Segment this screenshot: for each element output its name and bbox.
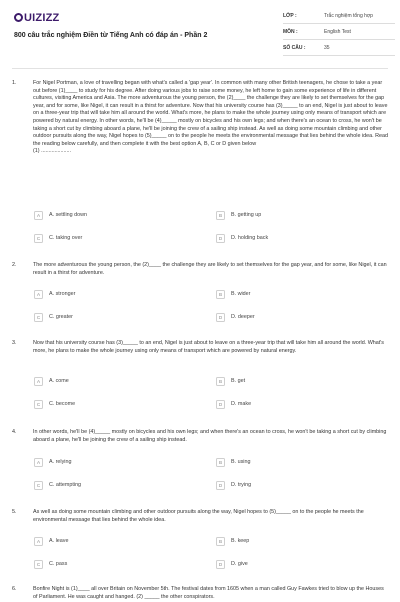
question-text: As well as doing some mountain climbing and other outdoor pursuits along the way, Nigel hopes to (5)_____ on to the people he meets the environmental message that lies behind the whole idea. [33, 509, 364, 523]
header-divider [12, 68, 388, 69]
option-d[interactable] [216, 559, 248, 570]
option-c[interactable] [34, 559, 67, 570]
meta-row-count [283, 40, 395, 56]
question-list [0, 76, 400, 600]
option-c[interactable] [34, 480, 81, 491]
question-5 [0, 505, 400, 577]
meta-value: 35 [324, 44, 330, 51]
option-text: D. give [231, 560, 248, 567]
option-c[interactable] [34, 233, 82, 244]
option-text: B. wider [231, 290, 251, 297]
question-number: 2. [12, 262, 17, 268]
question-1 [0, 76, 400, 246]
option-c[interactable] [34, 399, 75, 410]
option-a[interactable] [34, 376, 69, 387]
option-text: A. leave [49, 537, 69, 544]
option-text: B. keep [231, 537, 250, 544]
question-2 [0, 258, 400, 328]
option-a[interactable] [34, 536, 68, 547]
option-text: A. relying [49, 458, 72, 465]
option-text: A. come [49, 377, 69, 384]
option-letter: D [216, 481, 225, 490]
document-title: 800 câu trắc nghiệm Điền từ Tiếng Anh có đáp án - Phần 2 [14, 32, 208, 39]
meta-row-class [283, 8, 395, 24]
option-a[interactable] [34, 457, 71, 468]
option-d[interactable] [216, 312, 255, 323]
option-text: C. taking over [49, 234, 83, 241]
option-text: C. pass [49, 560, 68, 567]
meta-row-subject [283, 24, 395, 40]
question-number: 1. [12, 80, 17, 86]
option-text: D. holding back [231, 234, 269, 241]
question-4 [0, 425, 400, 497]
question-text: The more adventurous the young person, the (2)____ the challenge they are likely to set themselves for the gap year, and for some, like Nigel, it can result in a thirst for adventure. [33, 262, 387, 276]
option-text: D. deeper [231, 313, 255, 320]
question-passage: For Nigel Portman, a love of travelling began with what's called a 'gap year'. In common with many other British teenagers, he chose to take a year out before (1)____ to study for his degree. After doing various jobs to raise some money, he left home to gain some experience of life in different cultures, visiting America and Asia. The more adventurous the young person, the (2)____ the challenge they are likely to set themselves for the gap year, and for some, like Nigel, it can result in a thirst for adventure. Now that his university course has (3)_____ to an end, Nigel is just about to leave on a three-year trip that will take him all around the world. What's more, he plans to make the whole journey using only means of transport which are powered by natural energy. In other words, he'll be (4)_____ mostly on bicycles and his own legs; and when there's an ocean to cross, he won't be taking a short cut by climbing aboard a plane, he'll be joining the crew of a sailing ship instead. As well as doing some mountain climbing and other outdoor pursuits along the way, Nigel hopes to (5)_____ on to the people he meets the environmental message that lies behind the whole idea. Read the reading below carefully, and then complete it with the best option A, B, C or D given below [33, 80, 389, 147]
question-blank: (1) .................... [33, 148, 72, 155]
option-text: C. attempting [49, 481, 82, 488]
question-number: 5. [12, 509, 17, 515]
option-letter: C [34, 400, 43, 409]
option-letter: C [34, 481, 43, 490]
option-letter: C [34, 234, 43, 243]
question-text [33, 80, 389, 156]
option-text: D. trying [231, 481, 252, 488]
option-c[interactable] [34, 312, 73, 323]
question-number: 6. [12, 586, 17, 592]
option-b[interactable] [216, 536, 249, 547]
option-letter: C [34, 560, 43, 569]
option-d[interactable] [216, 233, 268, 244]
worksheet-header [0, 0, 400, 62]
option-b[interactable] [216, 210, 261, 221]
option-b[interactable] [216, 376, 245, 387]
meta-value: Trắc nghiệm tổng hợp [324, 12, 373, 19]
option-a[interactable] [34, 289, 75, 300]
option-a[interactable] [34, 210, 87, 221]
option-b[interactable] [216, 289, 250, 300]
option-letter: B [216, 458, 225, 467]
option-d[interactable] [216, 399, 251, 410]
option-letter: A [34, 458, 43, 467]
option-text: D. make [231, 400, 252, 407]
option-letter: B [216, 377, 225, 386]
option-text: B. using [231, 458, 251, 465]
meta-key: MÔN : [283, 28, 298, 35]
option-b[interactable] [216, 457, 250, 468]
meta-key: SỐ CÂU : [283, 44, 306, 51]
option-letter: A [34, 290, 43, 299]
question-6 [0, 582, 400, 602]
question-text: In other words, he'll be (4)_____ mostly on bicycles and his own legs; and when there's an ocean to cross, he won't be taking a short cut by climbing aboard a plane, he'll be joining the crew of a sailing ship instead. [33, 429, 387, 443]
option-letter: B [216, 290, 225, 299]
option-letter: A [34, 377, 43, 386]
option-letter: D [216, 400, 225, 409]
option-text: B. getting up [231, 211, 262, 218]
question-number: 4. [12, 429, 17, 435]
option-letter: A [34, 211, 43, 220]
option-text: B. get [231, 377, 246, 384]
option-letter: B [216, 211, 225, 220]
option-letter: A [34, 537, 43, 546]
option-text: C. become [49, 400, 76, 407]
meta-key: LỚP : [283, 12, 297, 19]
worksheet-meta [283, 8, 395, 56]
option-letter: D [216, 313, 225, 322]
option-letter: D [216, 234, 225, 243]
meta-value: English Test [324, 28, 351, 35]
question-number: 3. [12, 340, 17, 346]
option-text: A. settling down [49, 211, 88, 218]
question-text: Bonfire Night is (1)____ all over Britain on November 5th. The festival dates from 1605 when a man called Guy Fawkes tried to blow up the Houses of Parliament. He was caught and hanged. (2) _____ the other conspirators. [33, 586, 384, 600]
logo-q-icon [14, 13, 23, 22]
quizizz-logo [14, 12, 59, 24]
option-letter: B [216, 537, 225, 546]
question-3 [0, 336, 400, 416]
option-letter: D [216, 560, 225, 569]
option-text: A. stronger [49, 290, 76, 297]
option-d[interactable] [216, 480, 251, 491]
question-text: Now that his university course has (3)_____ to an end, Nigel is just about to leave on a three-year trip that will take him all around the world. What's more, he plans to make the whole journey using only means of transport which are powered by natural energy. [33, 340, 385, 354]
option-letter: C [34, 313, 43, 322]
logo-text: UIZIZZ [24, 12, 60, 24]
option-text: C. greater [49, 313, 73, 320]
